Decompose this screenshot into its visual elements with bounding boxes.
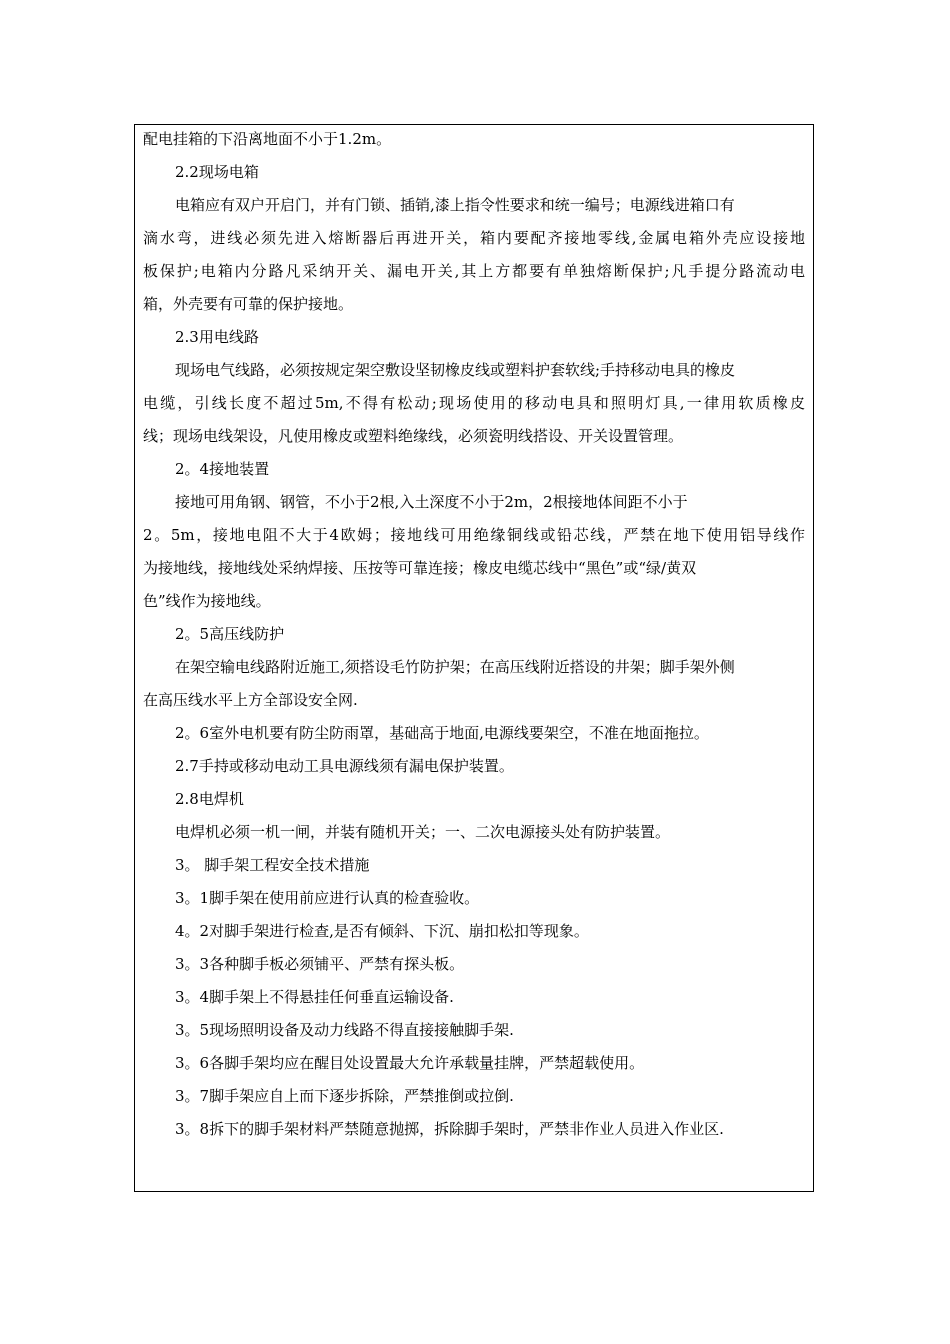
text-line-14: 为接地线，接地线处采纳焊接、压按等可靠连接；橡皮电缆芯线中“黑色”或“绿/黄双 [143,559,697,577]
text-line-5: 板保护;电箱内分路凡采纳开关、漏电开关,其上方都要有单独熔断保护;凡手提分路流动电 [143,262,805,280]
item-3-6: 3。6各脚手架均应在醒目处设置最大允许承载量挂牌，严禁超载使用。 [175,1054,645,1072]
section-heading-2-5: 2。5高压线防护 [175,625,285,643]
text-line-15: 色”线作为接地线。 [143,592,271,610]
section-heading-2-3: 2.3用电线路 [175,328,259,346]
text-line-10: 线；现场电线架设，凡使用橡皮或塑料绝缘线，必须瓷明线搭设、开关设置管理。 [143,427,684,445]
item-3-8: 3。8拆下的脚手架材料严禁随意抛掷，拆除脚手架时，严禁非作业人员进入作业区. [175,1120,724,1138]
text-line-1: 配电挂箱的下沿离地面不小于1.2m。 [143,130,392,148]
text-line-4: 滴水弯，进线必须先进入熔断器后再进开关，箱内要配齐接地零线,金属电箱外壳应设接地 [143,229,805,247]
text-line-13: 2。5m，接地电阻不大于4欧姆；接地线可用绝缘铜线或铅芯线，严禁在地下使用铝导线作 [143,526,805,544]
text-line-17: 在架空输电线路附近施工,须搭设毛竹防护架；在高压线附近搭设的井架；脚手架外侧 [175,658,735,676]
item-3-7: 3。7脚手架应自上而下逐步拆除，严禁推倒或拉倒. [175,1087,514,1105]
section-heading-3: 3。 脚手架工程安全技术措施 [175,856,370,874]
text-line-22: 电焊机必须一机一闸，并装有随机开关；一、二次电源接头处有防护装置。 [175,823,671,841]
section-heading-2-4: 2。4接地装置 [175,460,270,478]
text-line-18: 在高压线水平上方全部设安全网. [143,691,358,709]
text-line-12: 接地可用角钢、钢管，不小于2根,入土深度不小于2m，2根接地体间距不小于 [175,493,688,511]
text-line-6: 箱，外壳要有可靠的保护接地。 [143,295,354,313]
item-3-4: 3。4脚手架上不得悬挂任何垂直运输设备. [175,988,454,1006]
section-heading-2-8: 2.8电焊机 [175,790,244,808]
item-3-1: 3。1脚手架在使用前应进行认真的检查验收。 [175,889,480,907]
content-table-cell [134,124,814,1192]
text-line-9: 电缆，引线长度不超过5m,不得有松动;现场使用的移动电具和照明灯具,一律用软质橡皮 [143,394,805,412]
item-3-5: 3。5现场照明设备及动力线路不得直接接触脚手架. [175,1021,514,1039]
section-line-2-7: 2.7手持或移动电动工具电源线须有漏电保护装置。 [175,757,514,775]
section-line-2-6: 2。6室外电机要有防尘防雨罩，基础高于地面,电源线要架空，不准在地面拖拉。 [175,724,709,742]
item-3-3: 3。3各种脚手板必须铺平、严禁有探头板。 [175,955,465,973]
section-heading-2-2: 2.2现场电箱 [175,163,259,181]
text-line-3: 电箱应有双户开启门，并有门锁、插销,漆上指令性要求和统一编号；电源线进箱口有 [175,196,735,214]
item-4-2: 4。2对脚手架进行检查,是否有倾斜、下沉、崩扣松扣等现象。 [175,922,589,940]
text-line-8: 现场电气线路，必须按规定架空敷设坚韧橡皮线或塑料护套软线;手持移动电具的橡皮 [175,361,736,379]
